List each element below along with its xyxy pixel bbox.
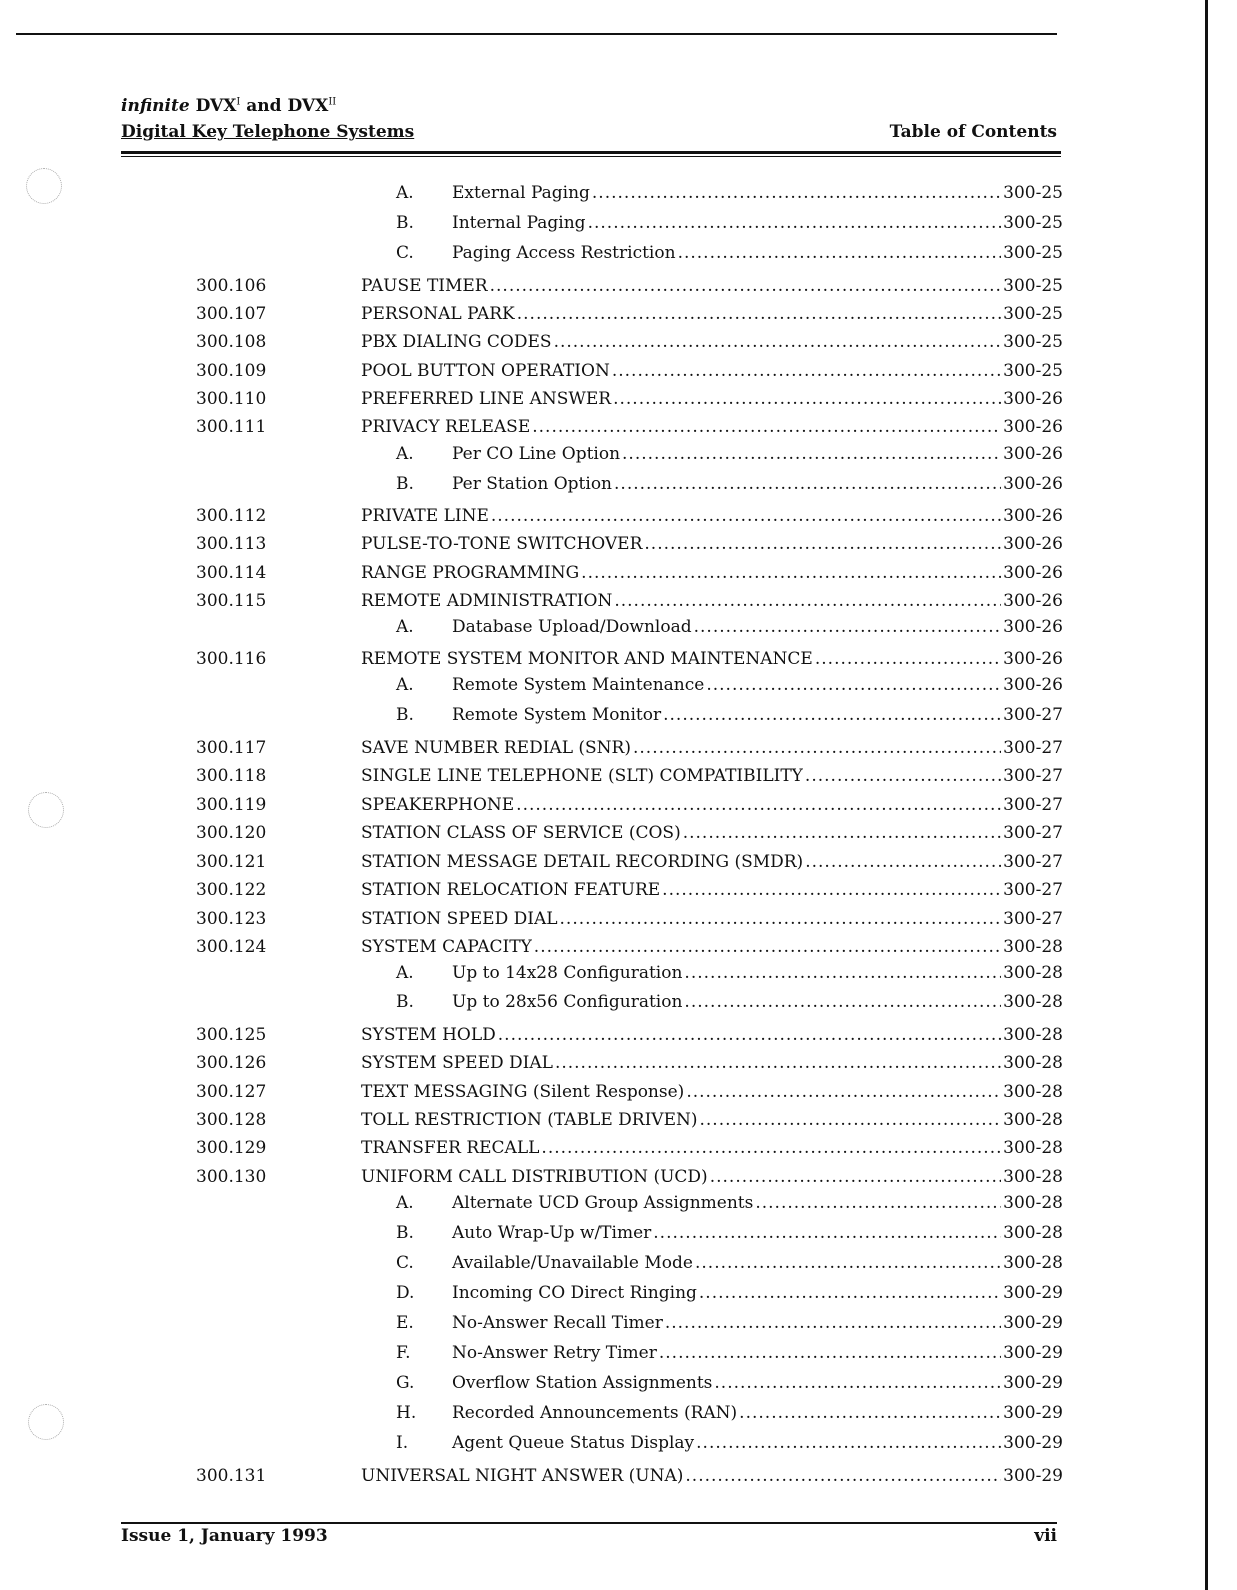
toc-row <box>0 471 1237 497</box>
entry-page-number: 300-28 <box>1003 963 1063 983</box>
toc-entry <box>452 1250 1063 1276</box>
toc-row <box>0 672 1237 698</box>
entry-page-number: 300-26 <box>1003 675 1063 695</box>
entry-title: PERSONAL PARK <box>361 304 515 324</box>
toc-entry <box>361 1050 1063 1076</box>
entry-page-number: 300-29 <box>1003 1373 1063 1393</box>
section-number: 300.121 <box>196 852 267 872</box>
subsection-letter: A. <box>396 675 414 695</box>
entry-title: Auto Wrap-Up w/Timer <box>452 1223 652 1243</box>
toc-entry <box>452 702 1063 728</box>
entry-page-number: 300-26 <box>1003 506 1063 526</box>
toc-entry <box>452 1340 1063 1366</box>
entry-title: STATION RELOCATION FEATURE <box>361 880 661 900</box>
toc-row <box>0 1280 1237 1306</box>
toc-row <box>0 1079 1237 1105</box>
entry-page-number: 300-25 <box>1003 361 1063 381</box>
entry-page-number: 300-28 <box>1003 1253 1063 1273</box>
section-number: 300.109 <box>196 361 267 381</box>
toc-entry <box>361 358 1063 384</box>
toc-entry <box>361 588 1063 614</box>
entry-page-number: 300-26 <box>1003 617 1063 637</box>
entry-title: TEXT MESSAGING (Silent Response) <box>361 1082 685 1102</box>
section-number: 300.106 <box>196 276 267 296</box>
dot-leader <box>554 329 1002 355</box>
toc-entry <box>361 792 1063 818</box>
entry-page-number: 300-27 <box>1003 852 1063 872</box>
toc-entry <box>361 329 1063 355</box>
entry-page-number: 300-28 <box>1003 1025 1063 1045</box>
toc-row <box>0 1310 1237 1336</box>
entry-title: UNIFORM CALL DISTRIBUTION (UCD) <box>361 1167 708 1187</box>
dot-leader <box>699 1280 1001 1306</box>
dot-leader <box>534 934 1001 960</box>
toc-row <box>0 792 1237 818</box>
section-title: Table of Contents <box>889 122 1057 142</box>
toc-entry <box>452 1220 1063 1246</box>
toc-entry <box>452 1430 1063 1456</box>
dot-leader <box>684 960 1001 986</box>
section-number: 300.119 <box>196 795 267 815</box>
entry-page-number: 300-27 <box>1003 766 1063 786</box>
brand-and-dvx: and DVX <box>246 96 329 116</box>
entry-page-number: 300-27 <box>1003 909 1063 929</box>
entry-title: Agent Queue Status Display <box>452 1433 695 1453</box>
entry-title: PBX DIALING CODES <box>361 332 552 352</box>
brand-italic: infinite <box>121 96 190 116</box>
toc-entry <box>452 1370 1063 1396</box>
entry-title: STATION SPEED DIAL <box>361 909 558 929</box>
section-number: 300.108 <box>196 332 267 352</box>
subsection-letter: B. <box>396 213 414 233</box>
subsection-letter: C. <box>396 243 414 263</box>
entry-page-number: 300-26 <box>1003 563 1063 583</box>
toc-entry <box>452 1190 1063 1216</box>
subsection-letter: I. <box>396 1433 409 1453</box>
subsection-letter: C. <box>396 1253 414 1273</box>
entry-page-number: 300-28 <box>1003 1082 1063 1102</box>
page-number: vii <box>1034 1526 1057 1546</box>
brand-sup-1: I <box>236 96 241 108</box>
entry-page-number: 300-29 <box>1003 1343 1063 1363</box>
section-number: 300.130 <box>196 1167 267 1187</box>
dot-leader <box>805 763 1001 789</box>
toc-row <box>0 503 1237 529</box>
subsection-letter: A. <box>396 963 414 983</box>
toc-entry <box>452 240 1063 266</box>
entry-page-number: 300-28 <box>1003 1223 1063 1243</box>
entry-title: Recorded Announcements (RAN) <box>452 1403 738 1423</box>
entry-page-number: 300-25 <box>1003 183 1063 203</box>
entry-title: SAVE NUMBER REDIAL (SNR) <box>361 738 631 758</box>
page-footer <box>121 1526 1057 1546</box>
subsection-letter: A. <box>396 183 414 203</box>
entry-page-number: 300-26 <box>1003 389 1063 409</box>
entry-page-number: 300-28 <box>1003 1053 1063 1073</box>
brand-sup-2: II <box>328 96 337 108</box>
dot-leader <box>684 989 1001 1015</box>
section-number: 300.110 <box>196 389 267 409</box>
toc-row <box>0 877 1237 903</box>
toc-entry <box>361 735 1063 761</box>
toc-entry <box>361 1022 1063 1048</box>
toc-row <box>0 1340 1237 1366</box>
toc-row <box>0 763 1237 789</box>
subsection-letter: B. <box>396 992 414 1012</box>
toc-entry <box>361 1107 1063 1133</box>
toc-row <box>0 240 1237 266</box>
dot-leader <box>555 1050 1001 1076</box>
dot-leader <box>686 1079 1001 1105</box>
entry-title: Overflow Station Assignments <box>452 1373 713 1393</box>
entry-title: Available/Unavailable Mode <box>452 1253 693 1273</box>
entry-page-number: 300-27 <box>1003 705 1063 725</box>
toc-entry <box>452 1310 1063 1336</box>
toc-row <box>0 960 1237 986</box>
dot-leader <box>560 906 1002 932</box>
toc-row <box>0 989 1237 1015</box>
entry-title: PRIVATE LINE <box>361 506 489 526</box>
toc-row <box>0 1250 1237 1276</box>
section-number: 300.112 <box>196 506 267 526</box>
section-number: 300.123 <box>196 909 267 929</box>
header-rule <box>121 151 1061 154</box>
dot-leader <box>490 273 1002 299</box>
toc-row <box>0 1400 1237 1426</box>
toc-entry <box>361 1079 1063 1105</box>
dot-leader <box>662 877 1001 903</box>
subsection-letter: A. <box>396 444 414 464</box>
dot-leader <box>700 1107 1002 1133</box>
entry-page-number: 300-25 <box>1003 332 1063 352</box>
entry-title: TRANSFER RECALL <box>361 1138 540 1158</box>
dot-leader <box>815 646 1001 672</box>
entry-title: Internal Paging <box>452 213 586 233</box>
dot-leader <box>696 1430 1001 1456</box>
section-number: 300.131 <box>196 1466 267 1486</box>
section-number: 300.126 <box>196 1053 267 1073</box>
brand-dvx: DVX <box>195 96 237 116</box>
toc-row <box>0 1370 1237 1396</box>
dot-leader <box>685 1463 1001 1489</box>
entry-page-number: 300-28 <box>1003 992 1063 1012</box>
subsection-letter: B. <box>396 705 414 725</box>
entry-page-number: 300-26 <box>1003 474 1063 494</box>
section-number: 300.115 <box>196 591 267 611</box>
toc-entry <box>452 180 1063 206</box>
entry-title: External Paging <box>452 183 590 203</box>
toc-entry <box>361 1135 1063 1161</box>
toc-row <box>0 1135 1237 1161</box>
toc-entry <box>361 1164 1063 1190</box>
entry-page-number: 300-29 <box>1003 1433 1063 1453</box>
dot-leader <box>644 531 1001 557</box>
section-number: 300.113 <box>196 534 267 554</box>
entry-title: Incoming CO Direct Ringing <box>452 1283 697 1303</box>
entry-title: Up to 28x56 Configuration <box>452 992 683 1012</box>
entry-page-number: 300-28 <box>1003 1167 1063 1187</box>
subsection-letter: B. <box>396 474 414 494</box>
entry-title: Per CO Line Option <box>452 444 621 464</box>
header-rule-thin <box>121 156 1061 157</box>
dot-leader <box>706 672 1001 698</box>
dot-leader <box>532 414 1001 440</box>
entry-page-number: 300-29 <box>1003 1466 1063 1486</box>
dot-leader <box>755 1190 1001 1216</box>
toc-row <box>0 180 1237 206</box>
dot-leader <box>659 1340 1001 1366</box>
toc-entry <box>361 646 1063 672</box>
dot-leader <box>622 441 1001 467</box>
toc-row <box>0 273 1237 299</box>
entry-title: Remote System Maintenance <box>452 675 705 695</box>
subsection-letter: G. <box>396 1373 415 1393</box>
toc-row <box>0 1164 1237 1190</box>
entry-title: PULSE-TO-TONE SWITCHOVER <box>361 534 643 554</box>
dot-leader <box>614 471 1001 497</box>
section-number: 300.124 <box>196 937 267 957</box>
section-number: 300.129 <box>196 1138 267 1158</box>
toc-entry <box>361 906 1063 932</box>
section-number: 300.128 <box>196 1110 267 1130</box>
entry-title: REMOTE ADMINISTRATION <box>361 591 613 611</box>
dot-leader <box>588 210 1002 236</box>
subsection-letter: E. <box>396 1313 414 1333</box>
toc-entry <box>452 471 1063 497</box>
dot-leader <box>805 849 1001 875</box>
dot-leader <box>678 240 1002 266</box>
entry-page-number: 300-26 <box>1003 649 1063 669</box>
section-number: 300.118 <box>196 766 267 786</box>
entry-page-number: 300-27 <box>1003 795 1063 815</box>
dot-leader <box>653 1220 1001 1246</box>
entry-title: Up to 14x28 Configuration <box>452 963 683 983</box>
entry-title: SYSTEM SPEED DIAL <box>361 1053 553 1073</box>
subsection-letter: H. <box>396 1403 417 1423</box>
entry-page-number: 300-26 <box>1003 417 1063 437</box>
toc-entry <box>361 386 1063 412</box>
entry-title: No-Answer Retry Timer <box>452 1343 657 1363</box>
section-number: 300.122 <box>196 880 267 900</box>
dot-leader <box>663 702 1001 728</box>
section-number: 300.127 <box>196 1082 267 1102</box>
toc-row <box>0 588 1237 614</box>
subsection-letter: B. <box>396 1223 414 1243</box>
entry-title: RANGE PROGRAMMING <box>361 563 580 583</box>
dot-leader <box>683 820 1001 846</box>
entry-title: STATION CLASS OF SERVICE (COS) <box>361 823 681 843</box>
entry-page-number: 300-28 <box>1003 937 1063 957</box>
entry-title: SINGLE LINE TELEPHONE (SLT) COMPATIBILITY <box>361 766 803 786</box>
section-number: 300.116 <box>196 649 267 669</box>
toc-row <box>0 1050 1237 1076</box>
section-number: 300.120 <box>196 823 267 843</box>
entry-title: TOLL RESTRICTION (TABLE DRIVEN) <box>361 1110 698 1130</box>
entry-page-number: 300-28 <box>1003 1138 1063 1158</box>
toc-row <box>0 210 1237 236</box>
page-header <box>121 96 1057 142</box>
entry-page-number: 300-26 <box>1003 444 1063 464</box>
entry-title: SYSTEM HOLD <box>361 1025 496 1045</box>
subsection-letter: F. <box>396 1343 411 1363</box>
dot-leader <box>613 386 1001 412</box>
entry-page-number: 300-26 <box>1003 534 1063 554</box>
entry-title: SYSTEM CAPACITY <box>361 937 532 957</box>
toc-entry <box>452 210 1063 236</box>
entry-page-number: 300-27 <box>1003 880 1063 900</box>
toc-entry <box>361 849 1063 875</box>
toc-row <box>0 1463 1237 1489</box>
section-number: 300.107 <box>196 304 267 324</box>
dot-leader <box>614 588 1001 614</box>
entry-title: Database Upload/Download <box>452 617 692 637</box>
entry-page-number: 300-29 <box>1003 1283 1063 1303</box>
entry-page-number: 300-25 <box>1003 213 1063 233</box>
product-title <box>121 96 1057 116</box>
dot-leader <box>498 1022 1001 1048</box>
entry-title: REMOTE SYSTEM MONITOR AND MAINTENANCE <box>361 649 813 669</box>
toc-entry <box>361 1463 1063 1489</box>
dot-leader <box>541 1135 1001 1161</box>
entry-title: Remote System Monitor <box>452 705 662 725</box>
entry-title: UNIVERSAL NIGHT ANSWER (UNA) <box>361 1466 684 1486</box>
toc-entry <box>452 1400 1063 1426</box>
toc-row <box>0 1190 1237 1216</box>
toc-row <box>0 820 1237 846</box>
dot-leader <box>612 358 1001 384</box>
entry-page-number: 300-27 <box>1003 738 1063 758</box>
entry-title: Alternate UCD Group Assignments <box>452 1193 754 1213</box>
dot-leader <box>592 180 1001 206</box>
toc-entry <box>361 560 1063 586</box>
toc-entry <box>452 1280 1063 1306</box>
dot-leader <box>710 1164 1001 1190</box>
toc-entry <box>361 763 1063 789</box>
dot-leader <box>714 1370 1001 1396</box>
toc-entry <box>361 273 1063 299</box>
toc-entry <box>361 301 1063 327</box>
top-border-rule <box>16 33 1057 35</box>
toc-entry <box>452 989 1063 1015</box>
toc-row <box>0 301 1237 327</box>
entry-page-number: 300-26 <box>1003 591 1063 611</box>
toc-entry <box>361 503 1063 529</box>
dot-leader <box>633 735 1001 761</box>
toc-row <box>0 329 1237 355</box>
entry-title: No-Answer Recall Timer <box>452 1313 663 1333</box>
toc-row <box>0 849 1237 875</box>
entry-page-number: 300-25 <box>1003 304 1063 324</box>
toc-entry <box>452 441 1063 467</box>
entry-page-number: 300-29 <box>1003 1313 1063 1333</box>
entry-page-number: 300-27 <box>1003 823 1063 843</box>
issue-date: Issue 1, January 1993 <box>121 1526 328 1546</box>
section-number: 300.125 <box>196 1025 267 1045</box>
dot-leader <box>739 1400 1001 1426</box>
toc-entry <box>361 877 1063 903</box>
toc-row <box>0 735 1237 761</box>
entry-title: SPEAKERPHONE <box>361 795 515 815</box>
section-number: 300.117 <box>196 738 267 758</box>
subsection-letter: A. <box>396 617 414 637</box>
toc-row <box>0 614 1237 640</box>
toc-row <box>0 934 1237 960</box>
toc-row <box>0 1430 1237 1456</box>
toc-row <box>0 386 1237 412</box>
entry-page-number: 300-25 <box>1003 243 1063 263</box>
document-subtitle: Digital Key Telephone Systems <box>121 122 415 142</box>
subsection-letter: D. <box>396 1283 415 1303</box>
toc-entry <box>452 960 1063 986</box>
section-number: 300.114 <box>196 563 267 583</box>
entry-title: STATION MESSAGE DETAIL RECORDING (SMDR) <box>361 852 804 872</box>
entry-title: PREFERRED LINE ANSWER <box>361 389 612 409</box>
toc-row <box>0 906 1237 932</box>
dot-leader <box>516 792 1001 818</box>
toc-row <box>0 1107 1237 1133</box>
dot-leader <box>491 503 1001 529</box>
toc-entry <box>361 820 1063 846</box>
entry-title: Per Station Option <box>452 474 613 494</box>
subsection-letter: A. <box>396 1193 414 1213</box>
entry-title: PAUSE TIMER <box>361 276 488 296</box>
toc-entry <box>452 672 1063 698</box>
toc-entry <box>361 414 1063 440</box>
toc-row <box>0 702 1237 728</box>
dot-leader <box>581 560 1001 586</box>
dot-leader <box>665 1310 1001 1336</box>
dot-leader <box>517 301 1001 327</box>
entry-page-number: 300-28 <box>1003 1193 1063 1213</box>
toc-row <box>0 646 1237 672</box>
toc-entry <box>452 614 1063 640</box>
entry-page-number: 300-29 <box>1003 1403 1063 1423</box>
toc-row <box>0 531 1237 557</box>
toc-entry <box>361 531 1063 557</box>
toc-row <box>0 441 1237 467</box>
entry-title: PRIVACY RELEASE <box>361 417 531 437</box>
toc-row <box>0 358 1237 384</box>
toc-row <box>0 414 1237 440</box>
entry-title: POOL BUTTON OPERATION <box>361 361 610 381</box>
section-number: 300.111 <box>196 417 267 437</box>
entry-page-number: 300-28 <box>1003 1110 1063 1130</box>
entry-title: Paging Access Restriction <box>452 243 676 263</box>
footer-rule <box>121 1522 1057 1524</box>
toc-entry <box>361 934 1063 960</box>
entry-page-number: 300-25 <box>1003 276 1063 296</box>
toc-row <box>0 1220 1237 1246</box>
dot-leader <box>695 1250 1001 1276</box>
dot-leader <box>694 614 1002 640</box>
toc-row <box>0 1022 1237 1048</box>
toc-row <box>0 560 1237 586</box>
